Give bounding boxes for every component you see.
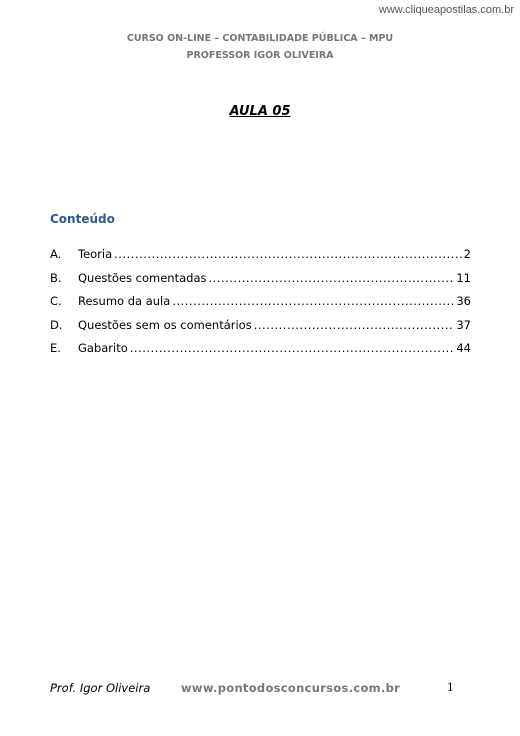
page-number: 1 [447, 681, 454, 694]
table-of-contents [50, 247, 471, 365]
footer-site-link[interactable]: www.pontodosconcursos.com.br [181, 681, 401, 695]
toc-leader-dots [209, 271, 455, 285]
toc-item-page: 36 [456, 294, 471, 308]
watermark-url: www.cliqueapostilas.com.br [378, 4, 514, 16]
toc-leader-dots [172, 294, 454, 308]
toc-item-label: Resumo da aula [78, 294, 171, 308]
toc-leader-dots [254, 318, 455, 332]
toc-item-letter: E. [50, 341, 61, 355]
page-footer [50, 681, 470, 697]
footer-author: Prof. Igor Oliveira [50, 681, 151, 695]
toc-item-gabarito[interactable] [50, 341, 471, 365]
toc-item-label: Questões comentadas [78, 270, 207, 285]
course-title: CURSO ON-LINE – CONTABILIDADE PÚBLICA – MPU [126, 33, 394, 44]
professor-name: PROFESSOR IGOR OLIVEIRA [186, 50, 334, 61]
lesson-title: AULA 05 [229, 104, 291, 119]
toc-item-letter: A. [50, 247, 62, 261]
toc-item-letter: C. [50, 294, 62, 308]
toc-item-page: 2 [463, 247, 471, 261]
toc-item-questoes-sem-comentarios[interactable] [50, 318, 471, 342]
document-header [0, 30, 520, 64]
toc-item-label: Teoria [78, 247, 113, 261]
toc-leader-dots [130, 341, 455, 355]
toc-item-label: Questões sem os comentários [78, 317, 252, 332]
toc-leader-dots [114, 247, 462, 261]
toc-item-letter: D. [50, 317, 63, 332]
toc-item-questoes-comentadas[interactable] [50, 271, 471, 295]
toc-item-page: 44 [456, 341, 471, 355]
toc-item-label: Gabarito [78, 341, 128, 355]
toc-item-page: 37 [456, 317, 471, 332]
toc-heading: Conteúdo [50, 212, 115, 226]
toc-item-page: 11 [456, 270, 471, 285]
toc-item-teoria[interactable] [50, 247, 471, 271]
toc-item-resumo-da-aula[interactable] [50, 294, 471, 318]
toc-item-letter: B. [50, 270, 62, 285]
